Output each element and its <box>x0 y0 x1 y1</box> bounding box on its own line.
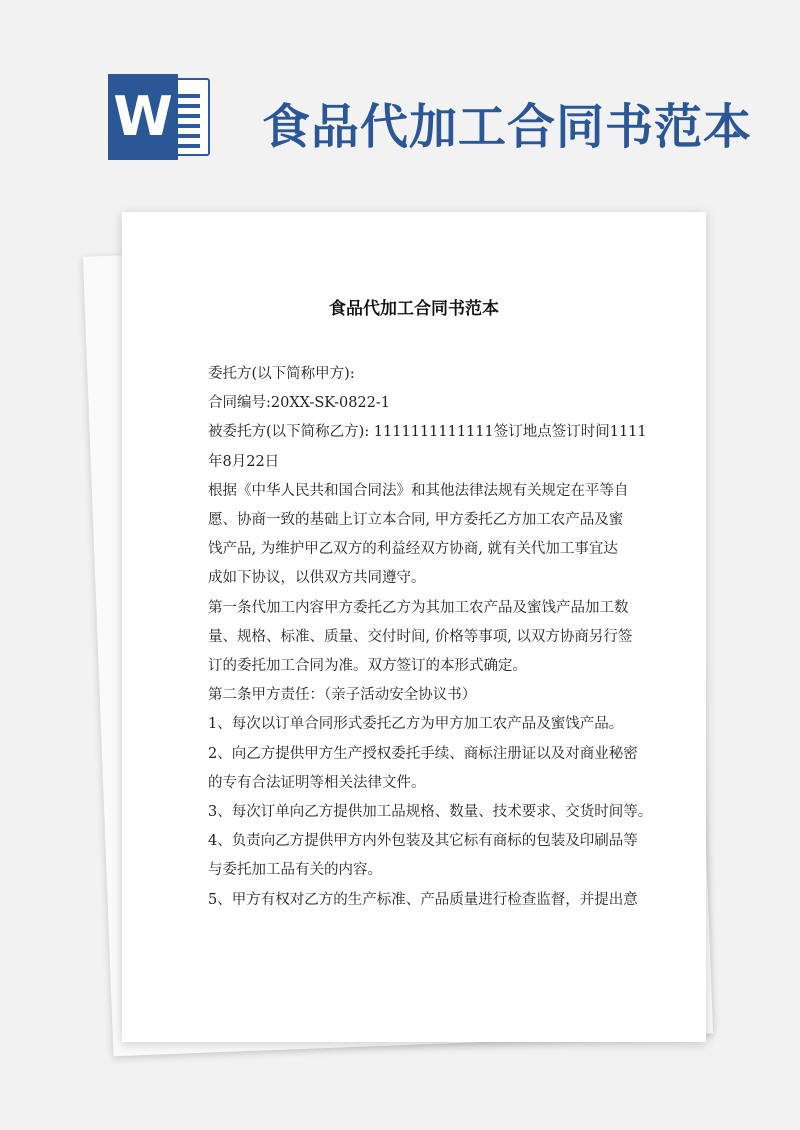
body-line: 4、负责向乙方提供甲方内外包装及其它标有商标的包装及印刷品等 <box>208 833 638 850</box>
word-document-icon <box>108 74 212 160</box>
body-line: 愿、协商一致的基础上订立本合同, 甲方委托乙方加工农产品及蜜 <box>208 512 624 529</box>
word-letter-badge: W <box>108 74 178 160</box>
body-line: 年8月22日 <box>208 453 280 470</box>
body-line: 与委托加工品有关的内容。 <box>208 862 382 879</box>
body-line: 根据《中华人民共和国合同法》和其他法律法规有关规定在平等自 <box>208 482 629 499</box>
body-line: 第二条甲方责任：（亲子活动安全协议书） <box>208 687 477 704</box>
header-title: 食品代加工合同书范本 <box>262 99 753 155</box>
body-line: 1、每次以订单合同形式委托乙方为甲方加工农产品及蜜饯产品。 <box>208 716 624 733</box>
body-line: 的专有合法证明等相关法律文件。 <box>208 774 426 791</box>
document-title: 食品代加工合同书范本 <box>329 299 499 319</box>
document-body <box>208 360 660 915</box>
document-page <box>122 212 706 1042</box>
body-line: 第一条代加工内容甲方委托乙方为其加工农产品及蜜饯产品加工数 <box>208 599 629 616</box>
body-line: 饯产品, 为维护甲乙双方的利益经双方协商, 就有关代加工事宜达 <box>208 541 618 558</box>
body-line: 成如下协议，以供双方共同遵守。 <box>208 570 426 587</box>
body-line: 订的委托加工合同为准。双方签订的本形式确定。 <box>208 658 527 675</box>
body-line: 量、规格、标准、质量、交付时间, 价格等事项, 以双方协商另行签 <box>208 628 633 645</box>
body-line: 被委托方(以下简称乙方): 1111111111111签订地点签订时间1111 <box>208 424 647 441</box>
body-line: 3、每次订单向乙方提供加工品规格、数量、技术要求、交货时间等。 <box>208 804 653 821</box>
body-line: 2、向乙方提供甲方生产授权委托手续、商标注册证以及对商业秘密 <box>208 745 638 762</box>
body-line: 合同编号:20XX-SK-0822-1 <box>208 395 391 412</box>
body-line: 委托方(以下简称甲方): <box>208 366 355 382</box>
body-line: 5、甲方有权对乙方的生产标准、产品质量进行检查监督，并提出意 <box>208 891 638 908</box>
